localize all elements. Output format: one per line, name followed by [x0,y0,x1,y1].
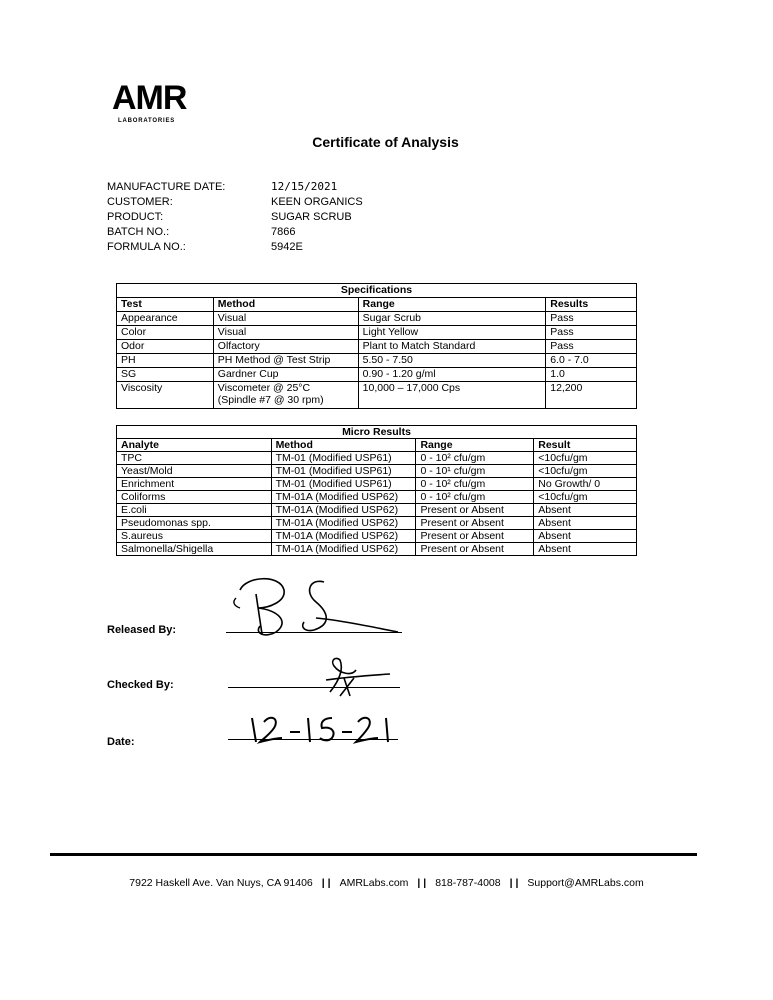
info-value: KEEN ORGANICS [271,196,363,208]
footer-website-link[interactable]: AMRLabs.com [339,877,409,889]
table-cell: Pass [546,340,637,354]
table-cell: Appearance [117,312,214,326]
column-header: Analyte [117,439,272,452]
table-cell: Color [117,326,214,340]
micro-results-table [116,425,637,556]
table-cell: Pass [546,312,637,326]
table-caption: Specifications [117,284,637,298]
column-header: Range [358,298,546,312]
table-cell: Pass [546,326,637,340]
info-label: FORMULA NO.: [107,241,186,253]
logo-mark: AMR [112,79,187,117]
table-cell: TM-01 (Modified USP61) [271,465,416,478]
table-cell: No Growth/ 0 [534,478,637,491]
column-header: Range [416,439,534,452]
table-cell: TM-01 (Modified USP61) [271,452,416,465]
table-cell: Present or Absent [416,517,534,530]
table-row [117,340,637,354]
info-value: SUGAR SCRUB [271,211,352,223]
table-cell: Enrichment [117,478,272,491]
table-cell: TM-01 (Modified USP61) [271,478,416,491]
table-cell: Present or Absent [416,530,534,543]
table-cell: TM-01A (Modified USP62) [271,530,416,543]
info-label: BATCH NO.: [107,226,170,238]
table-cell: Absent [534,504,637,517]
table-cell: Absent [534,530,637,543]
footer-phone: 818-787-4008 [435,877,501,889]
footer [0,877,773,889]
table-cell: Olfactory [213,340,358,354]
table-row [117,491,637,504]
info-value: 5942E [271,241,303,253]
table-cell: 5.50 - 7.50 [358,354,546,368]
table-cell: Viscosity [117,382,214,409]
table-cell: <10cfu/gm [534,452,637,465]
table-cell: TM-01A (Modified USP62) [271,504,416,517]
table-cell: 10,000 – 17,000 Cps [358,382,546,409]
info-value: 7866 [271,226,296,238]
released-by-label: Released By: [107,624,177,636]
footer-rule [50,853,697,856]
checked-by-signature [300,652,400,698]
table-cell: Plant to Match Standard [358,340,546,354]
document-title: Certificate of Analysis [312,134,459,150]
table-cell: Odor [117,340,214,354]
table-cell: <10cfu/gm [534,465,637,478]
checked-by-label: Checked By: [107,679,174,691]
date-label: Date: [107,736,135,748]
handwritten-date [246,712,396,748]
footer-email-link[interactable]: Support@AMRLabs.com [527,877,644,889]
table-cell: <10cfu/gm [534,491,637,504]
table-cell: TM-01A (Modified USP62) [271,543,416,556]
released-by-signature [228,572,408,642]
table-cell: 0 - 10² cfu/gm [416,491,534,504]
specifications-table [116,283,637,409]
table-cell: 0 - 10² cfu/gm [416,478,534,491]
table-cell: Present or Absent [416,543,534,556]
info-label: PRODUCT: [107,211,164,223]
table-row [117,504,637,517]
table-cell: E.coli [117,504,272,517]
table-cell: PH [117,354,214,368]
table-row [117,465,637,478]
table-cell: Present or Absent [416,504,534,517]
table-row [117,478,637,491]
table-row [117,382,637,409]
table-row [117,543,637,556]
table-cell: Yeast/Mold [117,465,272,478]
table-cell: SG [117,368,214,382]
column-header: Method [271,439,416,452]
table-row [117,354,637,368]
table-cell: 0.90 - 1.20 g/ml [358,368,546,382]
footer-separator: | | [321,877,331,889]
table-cell: Coliforms [117,491,272,504]
table-cell: Absent [534,517,637,530]
table-row [117,326,637,340]
method-line: Viscometer @ 25°C [217,382,311,394]
column-header: Results [546,298,637,312]
table-row [117,517,637,530]
table-cell: 1.0 [546,368,637,382]
table-cell: TM-01A (Modified USP62) [271,491,416,504]
table-cell: Pseudomonas spp. [117,517,272,530]
column-header: Method [213,298,358,312]
table-cell: S.aureus [117,530,272,543]
column-header: Result [534,439,637,452]
table-cell: 6.0 - 7.0 [546,354,637,368]
company-logo [112,78,202,132]
table-cell: Visual [213,312,358,326]
table-row [117,530,637,543]
table-cell: Gardner Cup [213,368,358,382]
footer-address: 7922 Haskell Ave. Van Nuys, CA 91406 [129,877,313,889]
table-cell: 12,200 [546,382,637,409]
table-cell: Absent [534,543,637,556]
info-label: MANUFACTURE DATE: [107,181,226,193]
method-line: (Spindle #7 @ 30 rpm) [217,394,324,406]
table-cell: 0 - 10² cfu/gm [416,452,534,465]
table-cell: Salmonella/Shigella [117,543,272,556]
logo-subtitle: LABORATORIES [118,118,176,124]
footer-separator: | | [417,877,427,889]
table-cell: Sugar Scrub [358,312,546,326]
table-row [117,452,637,465]
info-label: CUSTOMER: [107,196,173,208]
table-cell [213,382,358,409]
info-value: 12/15/2021 [271,180,338,193]
table-cell: 0 - 10¹ cfu/gm [416,465,534,478]
table-cell: PH Method @ Test Strip [213,354,358,368]
table-row [117,368,637,382]
table-cell: TPC [117,452,272,465]
table-cell: Light Yellow [358,326,546,340]
column-header: Test [117,298,214,312]
footer-separator: | | [509,877,519,889]
table-caption: Micro Results [117,426,637,439]
table-row [117,312,637,326]
table-cell: TM-01A (Modified USP62) [271,517,416,530]
table-cell: Visual [213,326,358,340]
